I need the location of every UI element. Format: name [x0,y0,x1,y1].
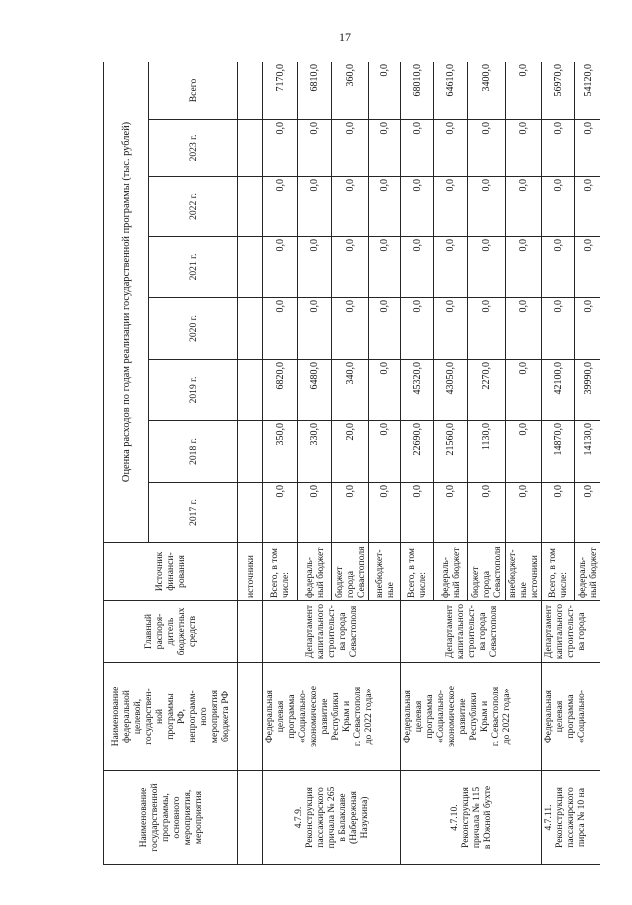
value-cell: 0,0 [542,177,575,237]
empty-cell [238,483,263,543]
source-cell: Всего, в том числе: [263,543,298,601]
total-cell: 56970,0 [542,62,575,120]
budget-table [103,62,600,865]
value-cell: 1130,0 [468,421,506,483]
value-cell: 0,0 [369,298,401,360]
value-cell: 14870,0 [542,421,575,483]
value-cell: 0,0 [401,120,434,177]
header-distributor: Главный распоря- дитель бюджетных средств [104,601,238,663]
value-cell: 0,0 [434,237,468,298]
value-cell: 0,0 [468,120,506,177]
empty-cell [238,237,263,298]
distributor-cell: Департамент капитального строительст- ва города [542,601,601,663]
value-cell: 45320,0 [401,360,434,421]
value-cell: 0,0 [506,120,542,177]
value-cell: 42100,0 [542,360,575,421]
value-cell: 0,0 [369,120,401,177]
header-year: 2023 г. [149,120,238,177]
value-cell: 0,0 [542,237,575,298]
value-cell: 39990,0 [575,360,601,421]
header-expenses-group: Оценка расходов по годам реализации государственной программы (тыс. рублей) [104,62,149,543]
empty-cell [238,601,263,663]
value-cell: 0,0 [468,237,506,298]
value-cell: 0,0 [332,120,369,177]
distributor-cell: Департамент капитального строительст- ва города Севастополя [401,601,542,663]
value-cell: 0,0 [263,120,298,177]
value-cell: 0,0 [369,483,401,543]
value-cell: 0,0 [298,120,332,177]
empty-cell [238,120,263,177]
value-cell: 0,0 [298,483,332,543]
value-cell: 0,0 [506,421,542,483]
empty-cell [238,771,263,865]
table-row [542,62,575,865]
continuation-row [238,62,263,865]
total-cell: 64610,0 [434,62,468,120]
header-row-top [104,62,149,865]
project-name: Реконструкция пассажирского причала № 265 в Балаклаве (Набережная Назукина) [304,786,370,849]
value-cell: 0,0 [506,298,542,360]
value-cell: 0,0 [401,298,434,360]
empty-cell [238,421,263,483]
value-cell: 21560,0 [434,421,468,483]
empty-cell [238,177,263,237]
value-cell: 0,0 [332,237,369,298]
project-number: 4.7.10. [449,804,460,831]
value-cell: 330,0 [298,421,332,483]
value-cell: 0,0 [468,177,506,237]
empty-cell [238,360,263,421]
value-cell: 0,0 [401,237,434,298]
header-year: 2018 г. [149,421,238,483]
value-cell: 0,0 [263,237,298,298]
project-name-cell [401,771,542,865]
value-cell: 22690,0 [401,421,434,483]
value-cell: 0,0 [401,483,434,543]
value-cell: 0,0 [434,177,468,237]
value-cell: 0,0 [506,177,542,237]
value-cell: 0,0 [468,298,506,360]
project-number: 4.7.9. [293,806,304,829]
total-cell: 360,0 [332,62,369,120]
header-year: 2017 г. [149,483,238,543]
value-cell: 0,0 [575,237,601,298]
value-cell: 0,0 [332,298,369,360]
value-cell: 6820,0 [263,360,298,421]
header-year: 2019 г. [149,360,238,421]
value-cell: 0,0 [332,483,369,543]
value-cell: 0,0 [298,177,332,237]
value-cell: 0,0 [401,177,434,237]
total-cell: 68010,0 [401,62,434,120]
value-cell: 0,0 [434,298,468,360]
source-cell: федераль- ный бюджет [298,543,332,601]
value-cell: 0,0 [468,483,506,543]
source-cell: Всего, в том числе: [542,543,575,601]
value-cell: 0,0 [332,177,369,237]
source-cell: бюджет города Севастополя [332,543,369,601]
federal-program-cell: Федеральная целевая программа «Социально- экономическое развитие Республики Крым и г. Севастополя до 2022 года» [263,663,401,771]
value-cell: 2270,0 [468,360,506,421]
value-cell: 0,0 [506,360,542,421]
federal-program-cell: Федеральная целевая программа «Социально- экономическое развитие Республики Крым и г. Севастополя до 2022 года» [401,663,542,771]
table-row [263,62,298,865]
value-cell: 43050,0 [434,360,468,421]
total-cell: 6810,0 [298,62,332,120]
value-cell: 0,0 [369,360,401,421]
value-cell: 0,0 [506,237,542,298]
rotated-table-wrapper [103,62,600,865]
header-federal-program: Наименование федеральной целевой, государствен- ной программы РФ, непрограмм- ного мероприятия бюджета РФ [104,663,238,771]
total-cell: 3400,0 [468,62,506,120]
value-cell: 20,0 [332,421,369,483]
value-cell: 0,0 [298,237,332,298]
header-year: 2021 г. [149,237,238,298]
value-cell: 340,0 [332,360,369,421]
value-cell: 0,0 [298,298,332,360]
project-number: 4.7.11. [543,804,554,831]
total-cell: 0,0 [506,62,542,120]
value-cell: 0,0 [575,483,601,543]
value-cell: 0,0 [369,177,401,237]
source-cell: бюджет города Севастополя [468,543,506,601]
value-cell: 0,0 [506,483,542,543]
value-cell: 0,0 [434,120,468,177]
empty-cell [238,298,263,360]
value-cell: 0,0 [369,237,401,298]
project-name: Реконструкция причала № 115 в Южной бухте [460,785,493,850]
header-program: Наименование государственной программы, основного мероприятия, мероприятия [104,771,238,865]
value-cell: 350,0 [263,421,298,483]
value-cell: 0,0 [263,483,298,543]
source-cell: федераль- ный бюджет [434,543,468,601]
header-source: Источник финанси- рования [104,543,238,601]
value-cell: 0,0 [263,298,298,360]
value-cell: 6480,0 [298,360,332,421]
table-row [401,62,434,865]
value-cell: 0,0 [263,177,298,237]
source-cell: внебюджет- ные [369,543,401,601]
source-cell: Всего, в том числе: [401,543,434,601]
source-cell: федераль- ный бюджет [575,543,601,601]
source-cell: внебюджет- ные источники [506,543,542,601]
value-cell: 0,0 [542,298,575,360]
value-cell: 0,0 [369,421,401,483]
value-cell: 0,0 [575,298,601,360]
total-cell: 54120,0 [575,62,601,120]
value-cell: 0,0 [434,483,468,543]
value-cell: 0,0 [575,177,601,237]
project-name-cell [263,771,401,865]
total-cell: 0,0 [369,62,401,120]
value-cell: 0,0 [542,483,575,543]
value-cell: 14130,0 [575,421,601,483]
distributor-cell: Департамент капитального строительст- ва города Севастополя [263,601,401,663]
project-name-cell [542,771,601,865]
value-cell: 0,0 [575,120,601,177]
project-name: Реконструкция пассажирского пирса № 10 на [554,787,587,848]
header-year: 2020 г. [149,298,238,360]
empty-cell [238,62,263,120]
value-cell: 0,0 [542,120,575,177]
total-cell: 7170,0 [263,62,298,120]
page-number: 17 [339,30,351,44]
federal-program-cell: Федеральная целевая программа «Социально- [542,663,601,771]
table-body [238,62,601,865]
header-year: 2022 г. [149,177,238,237]
source-cell: источники [238,543,263,601]
header-total: Всего [149,62,238,120]
empty-cell [238,663,263,771]
